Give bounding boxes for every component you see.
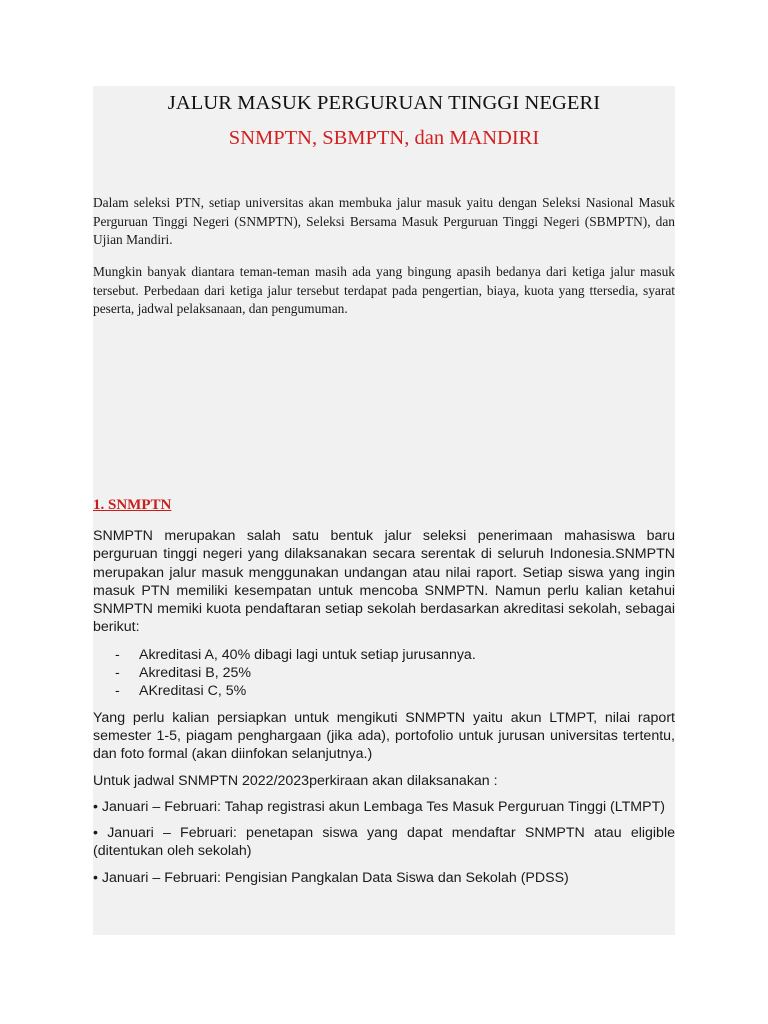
bullet-dash: -	[115, 665, 120, 682]
document-subtitle: SNMPTN, SBMPTN, dan MANDIRI	[228, 127, 540, 149]
bullet-dash: -	[115, 683, 120, 700]
schedule	[93, 772, 675, 887]
quota-item-text: AKreditasi C, 5%	[139, 683, 247, 700]
intro-paragraph-1: Dalam seleksi PTN, setiap universitas akan membuka jalur masuk yaitu dengan Seleksi Nasional Masuk Perguruan Tinggi Negeri (SNMPTN), Seleksi Bersama Masuk Perguruan Tinggi Negeri (SBMPTN), dan Ujian Mandiri.	[93, 195, 675, 247]
section-heading-snmptn: 1. SNMPTN	[93, 497, 172, 513]
schedule-item: • Januari – Februari: penetapan siswa yang dapat mendaftar SNMPTN atau eligible (ditentukan oleh sekolah)	[93, 825, 675, 860]
snmptn-description: SNMPTN merupakan salah satu bentuk jalur seleksi penerimaan mahasiswa baru perguruan tinggi negeri yang dilaksanakan secara serentak di seluruh Indonesia.SNMPTN merupakan jalur masuk menggunakan undangan atau nilai raport. Setiap siswa yang ingin masuk PTN memiliki kesempatan untuk mencoba SNMPTN. Namun perlu kalian ketahui SNMPTN memiki kuota pendaftaran setiap sekolah berdasarkan akreditasi sekolah, sebagai berikut:	[93, 528, 675, 636]
schedule-item: • Januari – Februari: Pengisian Pangkalan Data Siswa dan Sekolah (PDSS)	[93, 869, 569, 886]
quota-list	[93, 646, 675, 701]
list-item	[93, 646, 675, 664]
schedule-item: • Januari – Februari: Tahap registrasi akun Lembaga Tes Masuk Perguruan Tinggi (LTMPT)	[93, 798, 665, 815]
preparation-paragraph: Yang perlu kalian persiapkan untuk mengikuti SNMPTN yaitu akun LTMPT, nilai raport semester 1-5, piagam penghargaan (jika ada), portofolio untuk jurusan universitas tertentu, dan foto formal (akan diinfokan selanjutnya.)	[93, 709, 675, 763]
quota-item-text: Akreditasi A, 40% dibagi lagi untuk setiap jurusannya.	[139, 646, 476, 663]
list-item	[93, 664, 675, 682]
list-item	[93, 682, 675, 700]
snmptn-section-body	[93, 527, 675, 895]
bullet-dash: -	[115, 646, 120, 663]
intro-paragraph-2: Mungkin banyak diantara teman-teman masih ada yang bingung apasih bedanya dari ketiga jalur masuk tersebut. Perbedaan dari ketiga jalur tersebut terdapat pada pengertian, biaya, kuota yang ttersedia, syarat peserta, jadwal pelaksanaan, dan pengumuman.	[93, 264, 675, 316]
quota-item-text: Akreditasi B, 25%	[139, 665, 251, 682]
document-page	[93, 86, 675, 935]
schedule-intro: Untuk jadwal SNMPTN 2022/2023perkiraan akan dilaksanakan :	[93, 772, 498, 789]
document-title: JALUR MASUK PERGURUAN TINGGI NEGERI	[167, 92, 601, 114]
